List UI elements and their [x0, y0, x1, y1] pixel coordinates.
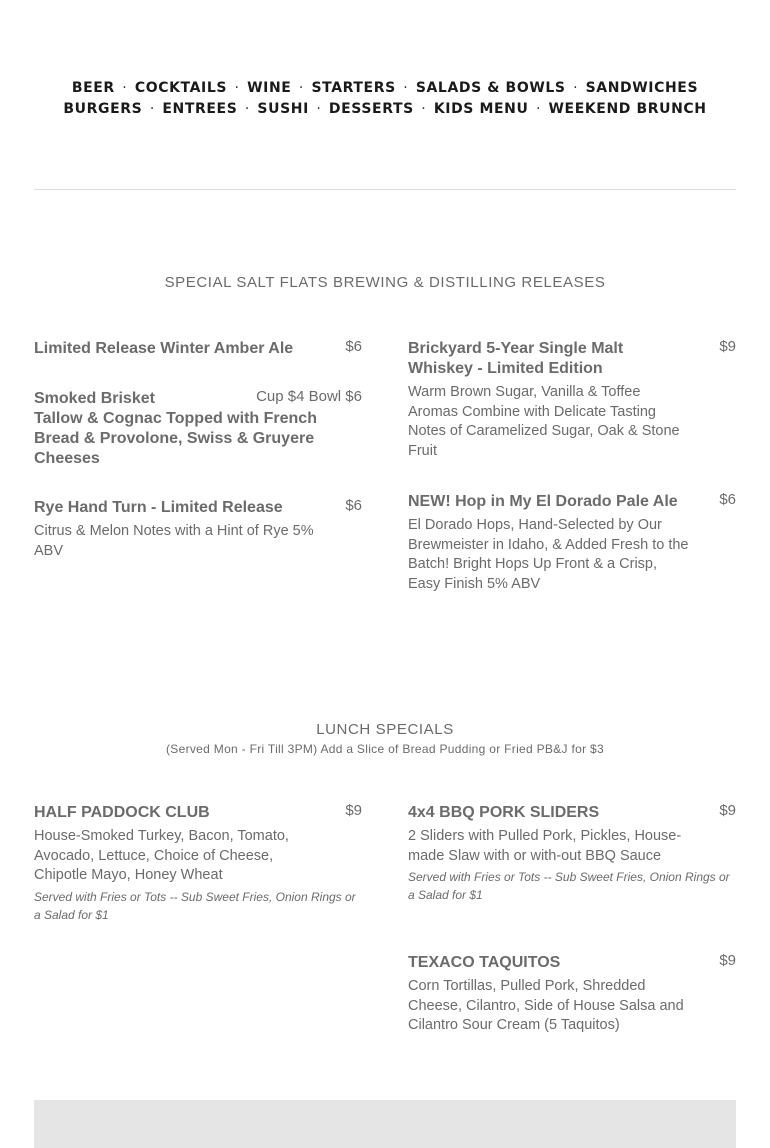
nav-row-1 — [0, 78, 770, 99]
divider — [34, 189, 736, 190]
section-title-releases: SPECIAL SALT FLATS BREWING & DISTILLING RELEASES — [164, 274, 606, 291]
item-description: Corn Tortillas, Pulled Pork, Shredded Cheese, Cilantro, Side of House Salsa and Cilantro Sour Cream (5 Taquitos) — [408, 978, 684, 1033]
nav-link-entrees[interactable]: ENTREES — [162, 101, 238, 117]
item-name: Limited Release Winter Amber Ale — [34, 340, 294, 357]
section-title-lunch: LUNCH SPECIALS — [316, 721, 454, 738]
item-name: TEXACO TAQUITOS — [408, 954, 561, 971]
nav-row-2 — [0, 99, 770, 120]
item-name: HALF PADDOCK CLUB — [34, 804, 210, 821]
item-name: Rye Hand Turn - Limited Release — [34, 499, 283, 516]
item-price: Cup $4 Bowl $6 — [256, 388, 362, 405]
item-description: Warm Brown Sugar, Vanilla & Toffee Aromas Combine with Delicate Tasting Notes of Caramelized Sugar, Oak & Stone Fruit — [408, 384, 680, 459]
nav-link-sandwiches[interactable]: SANDWICHES — [585, 80, 699, 96]
nav-separator: · — [316, 101, 322, 117]
menu-item — [34, 498, 362, 561]
menu-item — [408, 953, 736, 1036]
section-subtitle-lunch: (Served Mon - Fri Till 3PM) Add a Slice of Bread Pudding or Fried PB&J for $3 — [166, 742, 604, 756]
item-description: Citrus & Melon Notes with a Hint of Rye 5% ABV — [34, 523, 314, 559]
item-price: $6 — [719, 491, 736, 508]
nav-separator: · — [403, 80, 409, 96]
item-name: Brickyard 5-Year Single Malt Whiskey - Limited Edition — [408, 340, 624, 377]
menu-item — [34, 389, 362, 469]
item-price: $9 — [719, 802, 736, 819]
item-note: Served with Fries or Tots -- Sub Sweet Fries, Onion Rings or a Salad for $1 — [408, 870, 730, 902]
nav-separator: · — [421, 101, 427, 117]
menu-item — [408, 803, 736, 904]
item-description: House-Smoked Turkey, Bacon, Tomato, Avocado, Lettuce, Choice of Cheese, Chipotle Mayo, Honey Wheat — [34, 828, 289, 883]
item-price: $9 — [345, 802, 362, 819]
menu-item — [408, 339, 736, 461]
item-description: 2 Sliders with Pulled Pork, Pickles, House-made Slaw with or with-out BBQ Sauce — [408, 828, 682, 864]
nav-link-cocktails[interactable]: COCKTAILS — [134, 80, 228, 96]
nav-link-starters[interactable]: STARTERS — [311, 80, 396, 96]
item-description: El Dorado Hops, Hand-Selected by Our Brewmeister in Idaho, & Added Fresh to the Batch! Bright Hops Up Front & a Crisp, Easy Finish 5% ABV — [408, 517, 689, 592]
menu-item — [408, 492, 736, 594]
nav-link-beer[interactable]: BEER — [71, 80, 115, 96]
item-name: 4x4 BBQ PORK SLIDERS — [408, 804, 600, 821]
item-note: Served with Fries or Tots -- Sub Sweet Fries, Onion Rings or a Salad for $1 — [34, 889, 356, 922]
menu-item — [34, 803, 362, 924]
nav-separator: · — [535, 101, 541, 117]
nav-link-wine[interactable]: WINE — [247, 80, 292, 96]
item-price: $6 — [345, 497, 362, 514]
item-name: NEW! Hop in My El Dorado Pale Ale — [408, 493, 678, 510]
nav-separator: · — [149, 101, 155, 117]
nav-link-salads-bowls[interactable]: SALADS & BOWLS — [415, 80, 566, 96]
footer-panel — [34, 1100, 736, 1148]
nav-separator: · — [298, 80, 304, 96]
nav-link-weekend-brunch[interactable]: WEEKEND BRUNCH — [548, 101, 707, 117]
menu-category-nav — [0, 78, 770, 120]
nav-link-sushi[interactable]: SUSHI — [257, 101, 309, 117]
item-name: Smoked Brisket Tallow & Cognac Topped with French Bread & Provolone, Swiss & Gruyere Cheeses — [34, 390, 317, 467]
item-price: $6 — [345, 338, 362, 355]
nav-link-kids-menu[interactable]: KIDS MENU — [433, 101, 529, 117]
nav-separator: · — [234, 80, 240, 96]
nav-separator: · — [122, 80, 128, 96]
nav-link-burgers[interactable]: BURGERS — [63, 101, 143, 117]
item-price: $9 — [719, 952, 736, 969]
nav-separator: · — [244, 101, 250, 117]
nav-link-desserts[interactable]: DESSERTS — [328, 101, 414, 117]
item-price: $9 — [719, 338, 736, 355]
nav-separator: · — [573, 80, 579, 96]
menu-item — [34, 339, 362, 359]
